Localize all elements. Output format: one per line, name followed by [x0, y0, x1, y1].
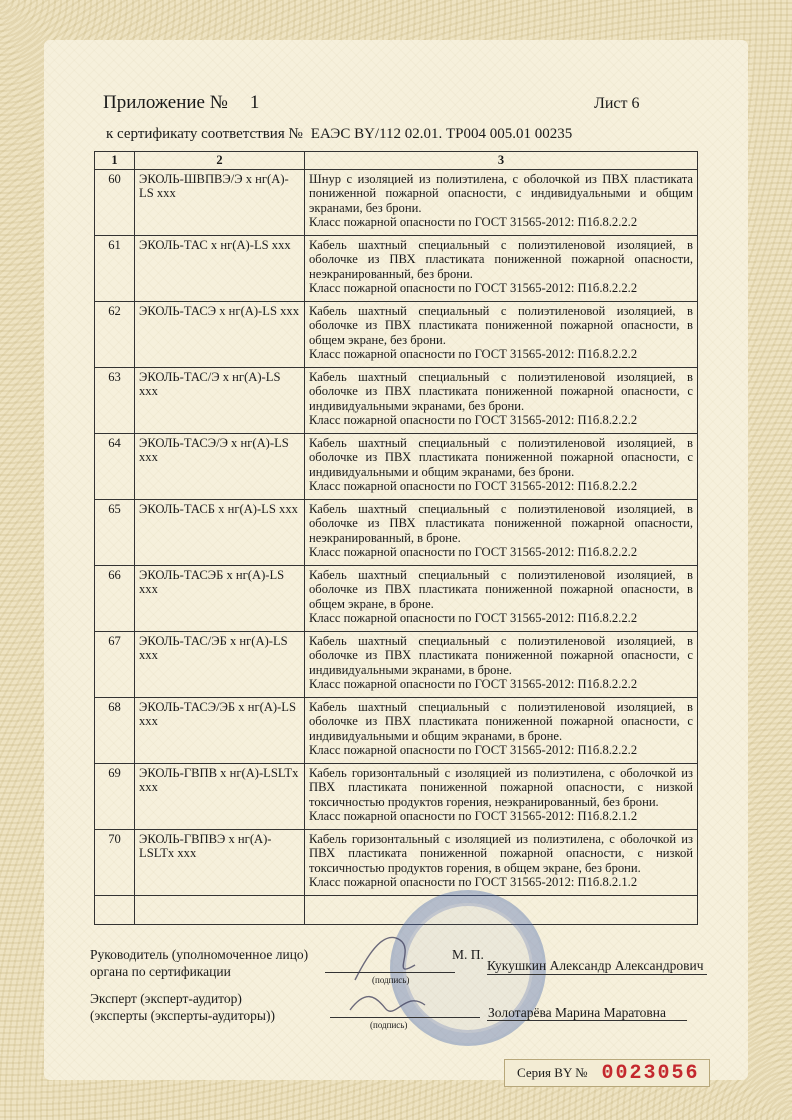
description-text: Шнур с изоляцией из полиэтилена, с оболочкой из ПВХ пластиката пониженной пожарной опасности, с индивидуальными и общим экранами, без брони. — [309, 171, 693, 215]
description-text: Кабель шахтный специальный с полиэтиленовой изоляцией, в оболочке из ПВХ пластиката пониженной пожарной опасности, с индивидуальными и общим экранами, без брони. — [309, 435, 693, 479]
product-description — [305, 235, 698, 301]
row-number: 70 — [95, 829, 135, 895]
fire-class: Класс пожарной опасности по ГОСТ 31565-2012: П1б.8.2.1.2 — [309, 809, 638, 824]
table-row — [95, 763, 698, 829]
fire-class: Класс пожарной опасности по ГОСТ 31565-2012: П1б.8.2.2.2 — [309, 545, 638, 560]
row-number: 65 — [95, 499, 135, 565]
product-description — [305, 367, 698, 433]
product-description — [305, 433, 698, 499]
description-text: Кабель шахтный специальный с полиэтиленовой изоляцией, в оболочке из ПВХ пластиката пониженной пожарной опасности, неэкранированный, в броне. — [309, 501, 693, 545]
product-description — [305, 829, 698, 895]
product-name: ЭКОЛЬ-ТАСЭ/Э х нг(А)-LS ххх — [135, 433, 305, 499]
annex-number: 1 — [249, 92, 260, 113]
product-name: ЭКОЛЬ-ТАС х нг(А)-LS ххх — [135, 235, 305, 301]
product-name: ЭКОЛЬ-ГВПВ х нг(А)-LSLTх ххх — [135, 763, 305, 829]
fire-class: Класс пожарной опасности по ГОСТ 31565-2012: П1б.8.2.2.2 — [309, 347, 638, 362]
annex-title-label: Приложение № — [103, 92, 228, 113]
fire-class: Класс пожарной опасности по ГОСТ 31565-2012: П1б.8.2.2.2 — [309, 479, 638, 494]
description-text: Кабель шахтный специальный с полиэтиленовой изоляцией, в оболочке из ПВХ пластиката пониженной пожарной опасности, с индивидуальными и общим экранами, в броне. — [309, 699, 693, 743]
fire-class: Класс пожарной опасности по ГОСТ 31565-2012: П1б.8.2.2.2 — [309, 413, 638, 428]
name-line — [487, 1020, 687, 1021]
table-row — [95, 301, 698, 367]
product-description — [305, 499, 698, 565]
certificate-label: к сертификату соответствия № — [106, 126, 303, 142]
row-number: 63 — [95, 367, 135, 433]
table-row — [95, 433, 698, 499]
product-name: ЭКОЛЬ-ТАСЭ х нг(А)-LS ххх — [135, 301, 305, 367]
series-label: Серия BY № — [517, 1065, 588, 1080]
handwritten-signature — [345, 920, 435, 1030]
head-label: Руководитель (уполномоченное лицо) органа по сертификации — [90, 947, 309, 979]
serial-box — [504, 1059, 710, 1087]
column-header: 1 — [95, 152, 135, 170]
row-number: 60 — [95, 169, 135, 235]
certificate-number: ЕАЭС BY/112 02.01. ТР004 005.01 00235 — [310, 126, 573, 142]
fire-class: Класс пожарной опасности по ГОСТ 31565-2012: П1б.8.2.2.2 — [309, 215, 638, 230]
product-description — [305, 301, 698, 367]
description-text: Кабель шахтный специальный с полиэтиленовой изоляцией, в оболочке из ПВХ пластиката пониженной пожарной опасности, в общем экране, без брони. — [309, 303, 693, 347]
expert-label: Эксперт (эксперт-аудитор) (эксперты (эксперты-аудиторы)) — [90, 991, 275, 1023]
description-text: Кабель шахтный специальный с полиэтиленовой изоляцией, в оболочке из ПВХ пластиката пониженной пожарной опасности, с индивидуальными экранами, в броне. — [309, 633, 693, 677]
table-row — [95, 235, 698, 301]
serial-number: 0023056 — [601, 1061, 700, 1085]
row-number: 62 — [95, 301, 135, 367]
products-table — [94, 151, 698, 925]
signature-caption: (подпись) — [370, 1020, 408, 1030]
product-name: ЭКОЛЬ-ТАСЭБ х нг(А)-LS ххх — [135, 565, 305, 631]
product-description — [305, 697, 698, 763]
table-row — [95, 367, 698, 433]
product-name: ЭКОЛЬ-ШВПВЭ/Э х нг(А)-LS ххх — [135, 169, 305, 235]
row-number: 67 — [95, 631, 135, 697]
annex-title — [103, 92, 259, 114]
table-row — [95, 631, 698, 697]
row-number: 64 — [95, 433, 135, 499]
product-name: ЭКОЛЬ-ТАС/ЭБ х нг(А)-LS ххх — [135, 631, 305, 697]
table-row — [95, 829, 698, 895]
row-number: 66 — [95, 565, 135, 631]
description-text: Кабель шахтный специальный с полиэтиленовой изоляцией, в оболочке из ПВХ пластиката пониженной пожарной опасности, неэкранированный, без брони. — [309, 237, 693, 281]
description-text: Кабель шахтный специальный с полиэтиленовой изоляцией, в оболочке из ПВХ пластиката пониженной пожарной опасности, с индивидуальными экранами, без брони. — [309, 369, 693, 413]
column-header: 2 — [135, 152, 305, 170]
product-description — [305, 565, 698, 631]
expert-name: Золотарёва Марина Маратовна — [488, 1005, 667, 1020]
table-row — [95, 697, 698, 763]
product-description — [305, 763, 698, 829]
row-number: 68 — [95, 697, 135, 763]
column-header: 3 — [305, 152, 698, 170]
signature-caption: (подпись) — [372, 975, 410, 985]
table-row — [95, 565, 698, 631]
table-header-row — [95, 152, 698, 170]
fire-class: Класс пожарной опасности по ГОСТ 31565-2012: П1б.8.2.2.2 — [309, 611, 638, 626]
table-row — [95, 169, 698, 235]
description-text: Кабель шахтный специальный с полиэтиленовой изоляцией, в оболочке из ПВХ пластиката пониженной пожарной опасности, в общем экране, в броне. — [309, 567, 693, 611]
name-line — [487, 974, 707, 975]
product-name: ЭКОЛЬ-ГВПВЭ х нг(А)-LSLTх ххх — [135, 829, 305, 895]
table-row — [95, 499, 698, 565]
product-description — [305, 631, 698, 697]
fire-class: Класс пожарной опасности по ГОСТ 31565-2012: П1б.8.2.1.2 — [309, 875, 638, 890]
head-name: Кукушкин Александр Александрович — [487, 958, 704, 973]
sheet-number: Лист 6 — [594, 95, 640, 112]
fire-class: Класс пожарной опасности по ГОСТ 31565-2012: П1б.8.2.2.2 — [309, 743, 638, 758]
row-number: 69 — [95, 763, 135, 829]
row-number: 61 — [95, 235, 135, 301]
fire-class: Класс пожарной опасности по ГОСТ 31565-2012: П1б.8.2.2.2 — [309, 281, 638, 296]
stamp-place: М. П. — [452, 947, 484, 962]
certificate-reference — [106, 126, 572, 143]
product-name: ЭКОЛЬ-ТАСЭ/ЭБ х нг(А)-LS ххх — [135, 697, 305, 763]
fire-class: Класс пожарной опасности по ГОСТ 31565-2012: П1б.8.2.2.2 — [309, 677, 638, 692]
description-text: Кабель горизонтальный с изоляцией из полиэтилена, с оболочкой из ПВХ пластиката пониженной пожарной опасности, с низкой токсичностью продуктов горения, в общем экране, без брони. — [309, 831, 693, 875]
description-text: Кабель горизонтальный с изоляцией из полиэтилена, с оболочкой из ПВХ пластиката пониженной пожарной опасности, с низкой токсичностью продуктов горения, неэкранированный, без брони. — [309, 765, 693, 809]
product-description — [305, 169, 698, 235]
product-name: ЭКОЛЬ-ТАСБ х нг(А)-LS ххх — [135, 499, 305, 565]
product-name: ЭКОЛЬ-ТАС/Э х нг(А)-LS ххх — [135, 367, 305, 433]
